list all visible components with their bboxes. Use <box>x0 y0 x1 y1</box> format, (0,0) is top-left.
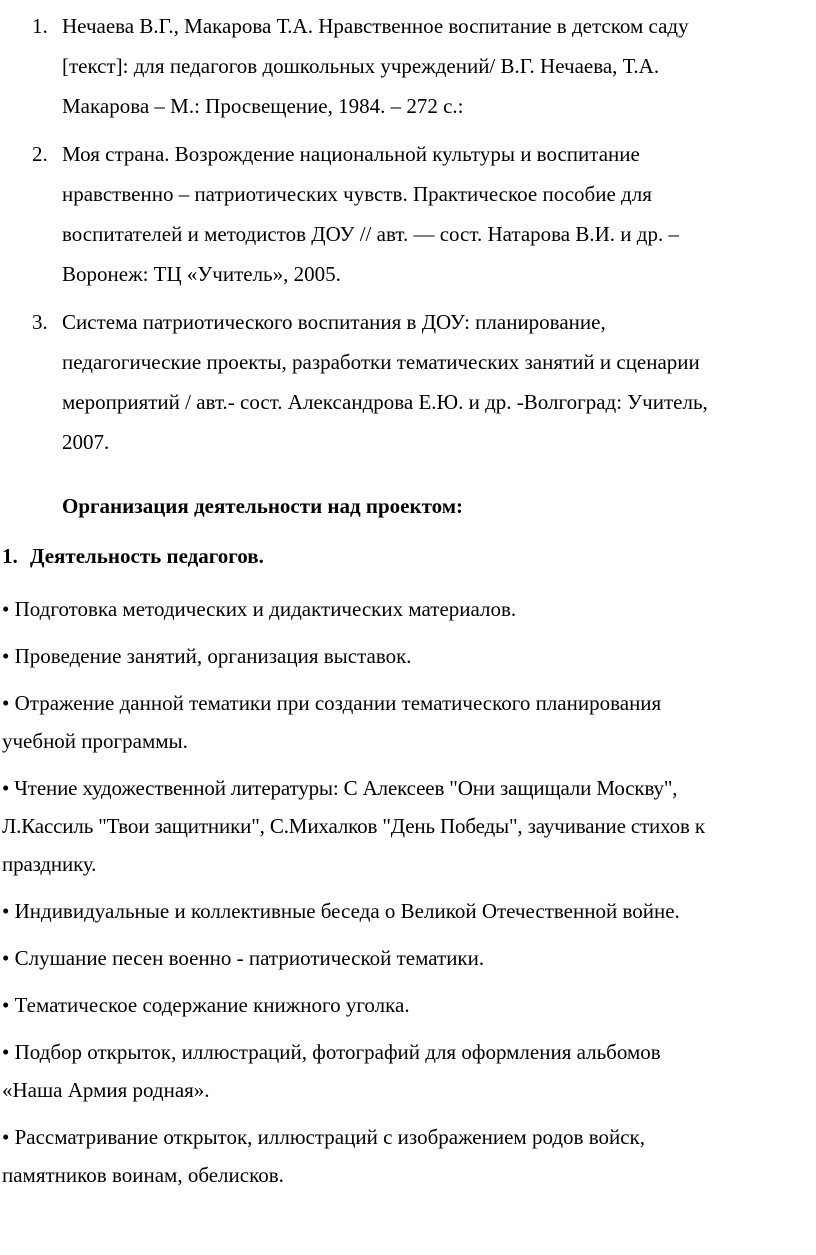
list-item-line: памятников воинам, обелисков. <box>2 1163 284 1187</box>
reference-item <box>0 6 816 126</box>
list-item-line: • Проведение занятий, организация выставок. <box>2 644 412 668</box>
subsection-title <box>2 540 264 572</box>
list-item-line: «Наша Армия родная». <box>2 1078 210 1102</box>
reference-line: мероприятий / авт.- сост. Александрова Е.Ю. и др. -Волгоград: Учитель, <box>62 390 708 414</box>
subsection-label: Деятельность педагогов. <box>30 544 264 568</box>
list-item <box>2 1118 814 1194</box>
list-item <box>2 637 814 675</box>
list-item <box>2 769 814 883</box>
list-item-line: • Отражение данной тематики при создании тематического планирования <box>2 691 662 715</box>
reference-line: Система патриотического воспитания в ДОУ: планирование, <box>62 310 606 334</box>
section-title: Организация деятельности над проектом: <box>62 494 464 518</box>
reference-line: Воронеж: ТЦ «Учитель», 2005. <box>62 262 341 286</box>
reference-line: [текст]: для педагогов дошкольных учреждений/ В.Г. Нечаева, Т.А. <box>62 54 660 78</box>
list-item-line: • Подбор открыток, иллюстраций, фотографий для оформления альбомов <box>2 1040 661 1064</box>
list-item <box>2 590 814 628</box>
list-item-line: • Рассматривание открыток, иллюстраций с изображением родов войск, <box>2 1125 645 1149</box>
list-item-line: • Слушание песен военно - патриотической тематики. <box>2 946 485 970</box>
activity-list <box>2 590 814 1203</box>
subsection-number: 1. <box>2 544 18 568</box>
list-item-line: учебной программы. <box>2 729 188 753</box>
reference-number: 2. <box>32 142 48 166</box>
list-item-line: • Тематическое содержание книжного уголка. <box>2 993 410 1017</box>
list-item <box>2 986 814 1024</box>
reference-number: 3. <box>32 310 48 334</box>
reference-line: педагогические проекты, разработки тематических занятий и сценарии <box>62 350 700 374</box>
list-item <box>2 939 814 977</box>
reference-line: Моя страна. Возрождение национальной культуры и воспитание <box>62 142 640 166</box>
list-item-line: • Подготовка методических и дидактических материалов. <box>2 597 517 621</box>
list-item <box>2 892 814 930</box>
list-item <box>2 684 814 760</box>
reference-line: 2007. <box>62 430 110 454</box>
reference-number: 1. <box>32 14 48 38</box>
list-item-line: празднику. <box>2 852 97 876</box>
reference-item <box>0 302 816 462</box>
reference-line: Макарова – М.: Просвещение, 1984. – 272 с.: <box>62 94 464 118</box>
list-item-line: Л.Кассиль "Твои защитники", С.Михалков "День Победы", заучивание стихов к <box>2 814 705 838</box>
reference-line: Нечаева В.Г., Макарова Т.А. Нравственное воспитание в детском саду <box>62 14 689 38</box>
reference-list <box>0 6 816 470</box>
list-item <box>2 1033 814 1109</box>
list-item-line: • Чтение художественной литературы: С Алексеев "Они защищали Москву", <box>2 776 678 800</box>
list-item-line: • Индивидуальные и коллективные беседа о Великой Отечественной войне. <box>2 899 680 923</box>
reference-line: воспитателей и методистов ДОУ // авт. — сост. Натарова В.И. и др. – <box>62 222 679 246</box>
reference-line: нравственно – патриотических чувств. Практическое пособие для <box>62 182 652 206</box>
reference-item <box>0 134 816 294</box>
